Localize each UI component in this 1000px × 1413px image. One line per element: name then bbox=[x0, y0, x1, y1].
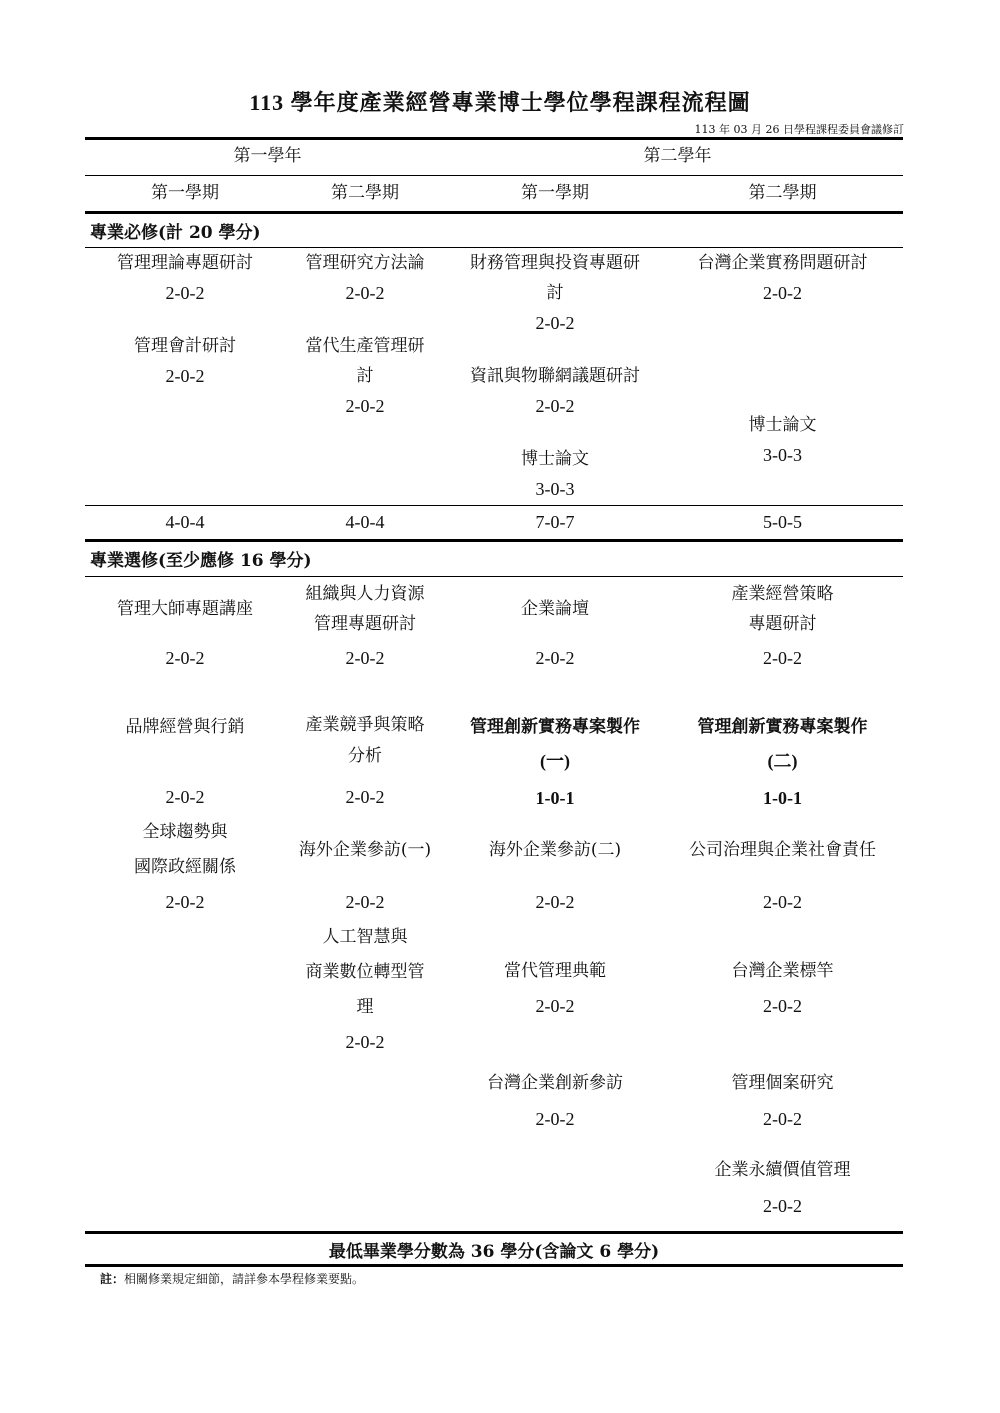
semester-header: 第一學期 bbox=[151, 183, 219, 203]
course-credit: 2-0-2 bbox=[345, 1032, 385, 1052]
footnote-label: 註： bbox=[100, 1272, 125, 1286]
course-name: 海外企業參訪(二) bbox=[488, 840, 622, 860]
course-name: 國際政經關係 bbox=[134, 857, 236, 877]
course-name: 人工智慧與 bbox=[322, 927, 408, 947]
semester-header: 第一學期 bbox=[521, 183, 589, 203]
course-name: (二) bbox=[767, 751, 798, 771]
table-top-rule bbox=[85, 137, 903, 140]
page-title: 113 學年度產業經營專業博士學位學程課程流程圖 bbox=[249, 90, 751, 115]
course-credit: 1-0-1 bbox=[535, 788, 575, 808]
course-credit: 2-0-2 bbox=[165, 892, 205, 912]
course-name: 管理會計研討 bbox=[134, 336, 236, 356]
footnote-text: 相關修業規定細節，請詳參本學程修業要點。 bbox=[124, 1272, 365, 1286]
course-credit: 3-0-3 bbox=[763, 445, 802, 465]
course-name: 管理專題研討 bbox=[314, 614, 416, 634]
course-name: 海外企業參訪(一) bbox=[298, 840, 432, 860]
course-name: 討 bbox=[546, 283, 564, 303]
course-name: 全球趨勢與 bbox=[142, 822, 228, 842]
semester-total: 5-0-5 bbox=[763, 512, 802, 532]
course-name: 博士論文 bbox=[748, 415, 817, 435]
course-credit: 3-0-3 bbox=[535, 479, 575, 499]
footer-top-rule bbox=[85, 1231, 903, 1234]
elective-rule bbox=[85, 576, 903, 577]
required-heading: 專業必修(計 20 學分) bbox=[90, 223, 261, 243]
course-name: 產業經營策略 bbox=[731, 584, 834, 604]
course-credit: 2-0-2 bbox=[345, 283, 385, 303]
course-name: 當代生產管理研 bbox=[305, 336, 425, 356]
semester-header: 第二學期 bbox=[748, 183, 817, 203]
course-credit: 2-0-2 bbox=[165, 366, 205, 386]
course-name: 專題研討 bbox=[748, 614, 817, 634]
semester-total: 7-0-7 bbox=[535, 512, 575, 532]
course-name: 管理理論專題研討 bbox=[117, 253, 253, 273]
course-name: 討 bbox=[356, 366, 374, 386]
course-name: 理 bbox=[356, 997, 374, 1017]
semester-total: 4-0-4 bbox=[165, 512, 205, 532]
semester-header: 第二學期 bbox=[331, 183, 399, 203]
course-name: 管理研究方法論 bbox=[305, 253, 425, 273]
course-name: 企業論壇 bbox=[521, 599, 589, 619]
course-credit: 2-0-2 bbox=[165, 648, 205, 668]
course-name: 分析 bbox=[348, 746, 382, 766]
year-header-1: 第一學年 bbox=[233, 146, 302, 166]
year-header-2: 第二學年 bbox=[643, 146, 712, 166]
revision-note: 113 年 03 月 26 日學程課程委員會議修訂 bbox=[694, 123, 904, 136]
course-name: 管理個案研究 bbox=[731, 1073, 834, 1093]
course-credit: 2-0-2 bbox=[165, 787, 205, 807]
course-name: (一) bbox=[540, 751, 570, 771]
course-credit: 2-0-2 bbox=[535, 396, 575, 416]
footnote bbox=[100, 1270, 364, 1287]
course-credit: 2-0-2 bbox=[345, 396, 385, 416]
graduation-requirement: 最低畢業學分數為 36 學分(含論文 6 學分) bbox=[328, 1242, 660, 1262]
course-credit: 2-0-2 bbox=[345, 787, 385, 807]
course-name: 產業競爭與策略 bbox=[305, 715, 425, 735]
course-credit: 2-0-2 bbox=[535, 648, 575, 668]
course-name: 當代管理典範 bbox=[504, 961, 606, 981]
course-credit: 2-0-2 bbox=[345, 648, 385, 668]
footer-bottom-rule bbox=[85, 1264, 903, 1267]
course-credit: 2-0-2 bbox=[763, 648, 802, 668]
elective-heading: 專業選修(至少應修 16 學分) bbox=[90, 551, 312, 571]
course-credit: 2-0-2 bbox=[763, 283, 802, 303]
course-credit: 2-0-2 bbox=[535, 1109, 575, 1129]
course-name: 公司治理與企業社會責任 bbox=[689, 840, 876, 860]
year-divider bbox=[85, 175, 903, 176]
semester-total: 4-0-4 bbox=[345, 512, 385, 532]
course-credit: 2-0-2 bbox=[535, 313, 575, 333]
course-name: 管理創新實務專案製作 bbox=[470, 717, 640, 737]
course-name: 商業數位轉型管 bbox=[305, 962, 425, 982]
course-name: 管理創新實務專案製作 bbox=[697, 717, 868, 737]
course-credit: 2-0-2 bbox=[763, 1196, 802, 1216]
course-name: 博士論文 bbox=[521, 449, 589, 469]
course-credit: 2-0-2 bbox=[165, 283, 205, 303]
course-credit: 2-0-2 bbox=[345, 892, 385, 912]
course-name: 品牌經營與行銷 bbox=[125, 717, 245, 737]
course-name: 台灣企業實務問題研討 bbox=[697, 253, 868, 273]
course-name: 資訊與物聯網議題研討 bbox=[470, 366, 640, 386]
course-credit: 2-0-2 bbox=[763, 892, 802, 912]
course-name: 企業永續價值管理 bbox=[714, 1160, 851, 1180]
course-credit: 2-0-2 bbox=[535, 996, 575, 1016]
course-name: 組織與人力資源 bbox=[305, 584, 425, 604]
course-name: 台灣企業創新參訪 bbox=[487, 1073, 623, 1093]
required-end-rule bbox=[85, 539, 903, 542]
totals-rule bbox=[85, 505, 903, 506]
course-credit: 2-0-2 bbox=[763, 996, 802, 1016]
course-credit: 2-0-2 bbox=[535, 892, 575, 912]
course-credit: 2-0-2 bbox=[763, 1109, 802, 1129]
course-name: 管理大師專題講座 bbox=[117, 599, 253, 619]
header-rule bbox=[85, 211, 903, 214]
course-credit: 1-0-1 bbox=[763, 788, 802, 808]
course-name: 財務管理與投資專題研 bbox=[470, 253, 640, 273]
course-name: 台灣企業標竿 bbox=[731, 961, 834, 981]
